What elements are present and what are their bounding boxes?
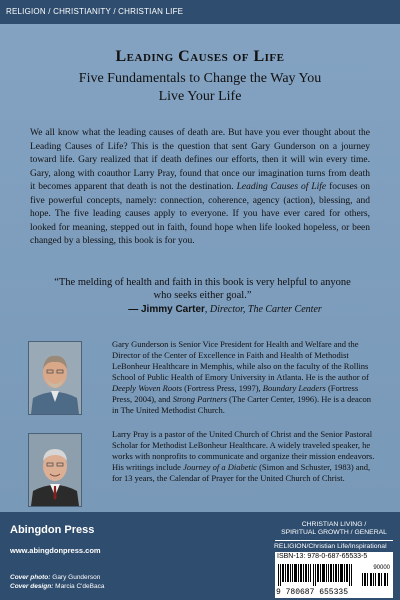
bio-book-title: Deeply Woven Roots (112, 383, 183, 393)
author-bio-gunderson (112, 339, 378, 416)
author-photo-pray (28, 433, 82, 507)
credit-value: Marcia C'deBaca (53, 583, 105, 590)
credit-value: Gary Gunderson (50, 574, 101, 581)
bio-text: Gary Gunderson is Senior Vice President for Health and Welfare and the Director of the Center of Excellence in Faith and Health of Methodist LeBonheur Healthcare in Memphis, while also on the faculty of the Rollins School of Public Health of Emory University in Atlanta. He is the author of (112, 339, 369, 382)
divider (275, 540, 393, 541)
isbn-barcode (275, 552, 393, 598)
barcode-number: 9 780687 655335 (276, 588, 349, 597)
author-photo-gunderson (28, 341, 82, 415)
credit-label: Cover photo: (10, 574, 51, 581)
bio-text: (Fortress Press, 2004), and (112, 383, 359, 404)
bio-text: (Fortress Press, 1997), (182, 383, 263, 393)
publisher-name: Abingdon Press (10, 524, 95, 536)
description-text-1: We all know what the leading causes of death are. But have you ever thought about the Leading Causes of Life? This is the question that sent Gary Gunderson on a journey toward life. Gary realized that if death defines our efforts, then it will win every time. Gary, along with coauthor Larry Pray, found that once our imagination turns from death it becomes apparent that death is not the destination. (30, 128, 370, 192)
book-description (30, 127, 370, 249)
bio-text: Larry Pray is a pastor of the United Church of Christ and the Senior Pastoral Scholar for Methodist LeBonheur Healthcare. A widely traveled speaker, he works with nonprofits to communicate and organize their mission endeavors. His writings include (112, 429, 375, 472)
description-italic-title: Leading Causes of Life (236, 182, 327, 192)
book-subtitle: Five Fundamentals to Change the Way You Live Your Life (78, 71, 322, 104)
endorser-role: , Director, The Carter Center (204, 304, 322, 315)
publisher-website[interactable]: www.abingdonpress.com (10, 546, 101, 555)
barcode-bars-icon (278, 564, 353, 586)
isbn-text: ISBN-13: 978-0-687-65533-5 (277, 553, 368, 560)
description-text-2: focuses on five powerful concepts, namely: connection, coherence, agency (action), blessing, and hope. The five leading causes apply to everyone. If you have ever cared for others, looked for meaning, stepped out in faith, found hope when life looked hopeless, or been changed by a blessing, this book is for you. (30, 182, 370, 246)
price-code: 90000 (373, 565, 390, 571)
bio-text: (The Carter Center, 1996). He is a deacon in The United Methodist Church. (112, 394, 372, 415)
bio-book-title: Boundary Leaders (262, 383, 326, 393)
bio-text: (Simon and Schuster, 1983) and, for 13 years, the Calendar of Prayer for the United Church of Christ. (112, 462, 371, 483)
endorsement-attribution (95, 304, 355, 315)
book-title: Leading Causes of Life (115, 48, 285, 65)
cover-photo-credit (10, 574, 100, 581)
bio-book-title: Journey of a Diabetic (183, 462, 257, 472)
imprint-category: RELIGION/Christian Life/Inspirational (274, 543, 387, 550)
author-bio-pray (112, 429, 378, 484)
portrait-icon (29, 342, 81, 414)
bisac-line: CHRISTIAN LIVING / (301, 521, 367, 528)
endorsement-quote: “The melding of health and faith in this book is very helpful to anyone who seeks either goal.” (54, 277, 351, 301)
price-barcode-icon (362, 573, 390, 586)
bisac-line: SPIRITUAL GROWTH / GENERAL (281, 529, 387, 536)
bio-book-title: Strong Partners (172, 394, 227, 404)
endorser-name: — Jimmy Carter (128, 304, 205, 315)
bisac-category (275, 521, 393, 537)
cover-design-credit (10, 583, 104, 590)
category-line: RELIGION / CHRISTIANITY / CHRISTIAN LIFE (0, 0, 400, 24)
credit-label: Cover design: (10, 583, 54, 590)
publisher-band (0, 512, 400, 600)
portrait-icon (29, 434, 81, 506)
